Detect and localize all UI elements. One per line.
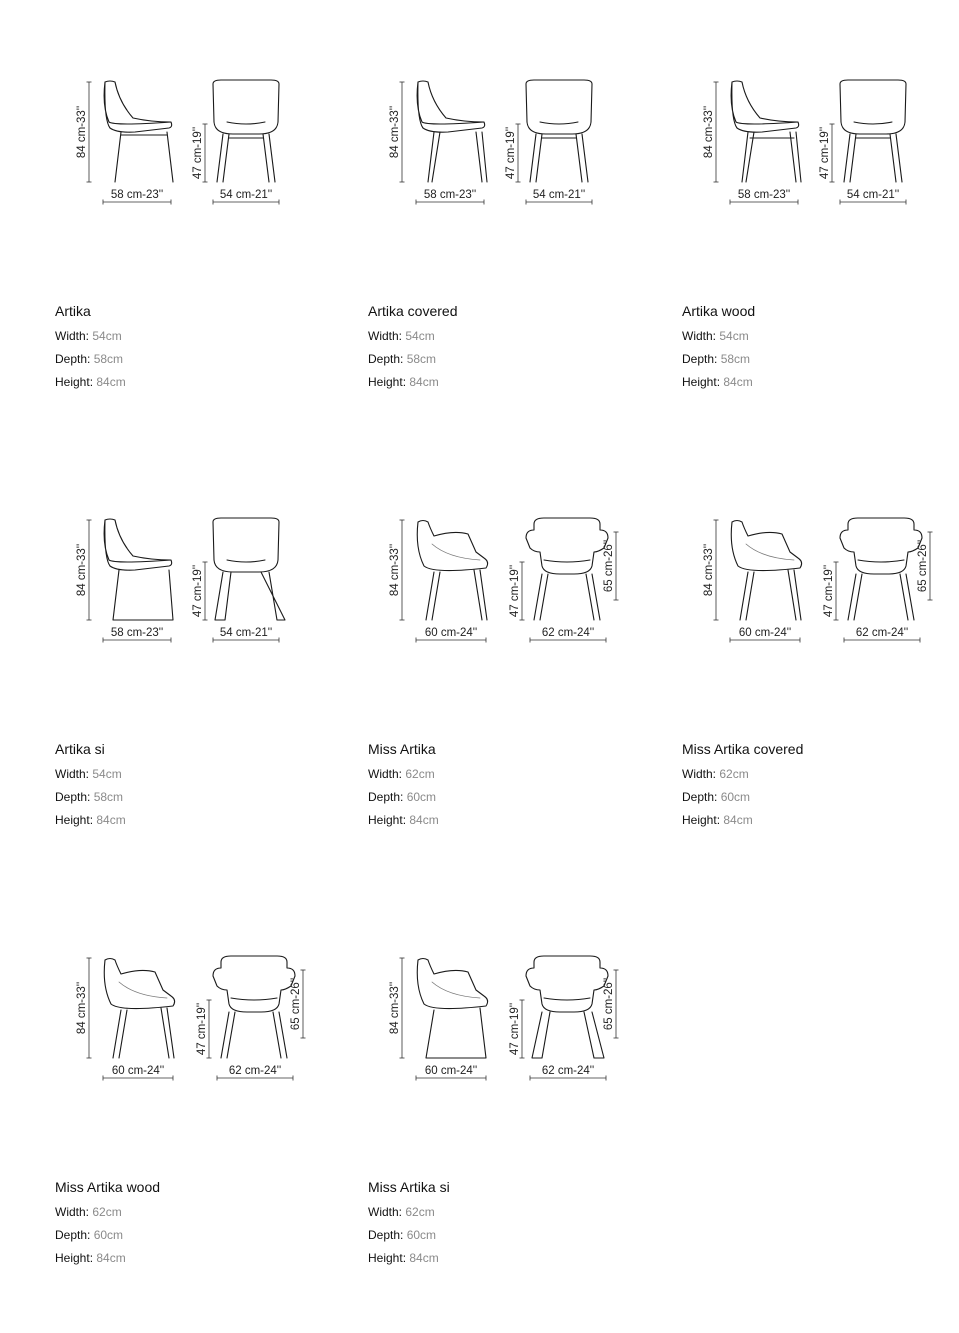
width-dimension-label: 62 cm-24'' xyxy=(855,627,909,639)
seat-line xyxy=(854,122,892,124)
spec-value: 54cm xyxy=(92,329,122,343)
sled-base xyxy=(532,1012,604,1058)
depth-dimension xyxy=(730,627,800,643)
front-view xyxy=(213,80,279,182)
spec-row xyxy=(368,790,439,804)
spec-value: 84cm xyxy=(409,813,439,827)
seat-height-dimension xyxy=(819,124,835,182)
back-shell xyxy=(526,518,608,574)
armrest-height-dimension xyxy=(917,532,933,600)
seat-height-dimension-label: 47 cm-19'' xyxy=(509,1002,521,1056)
legs xyxy=(426,570,487,620)
front-view xyxy=(526,80,592,182)
spec-row xyxy=(682,375,755,389)
height-dimension xyxy=(703,520,719,620)
sled-base xyxy=(113,570,173,620)
seat-line xyxy=(544,560,590,562)
spec-value: 54cm xyxy=(92,767,122,781)
legs xyxy=(534,574,600,620)
product-card xyxy=(368,448,668,848)
sled-base xyxy=(426,1008,486,1058)
spec-value: 62cm xyxy=(92,1205,122,1219)
spec-value: 58cm xyxy=(406,352,437,366)
width-dimension xyxy=(844,627,920,643)
spec-row xyxy=(55,813,126,827)
product-name: Artika si xyxy=(55,741,105,757)
spec-row xyxy=(368,1228,450,1242)
depth-dimension-label: 60 cm-24'' xyxy=(424,1065,478,1077)
legs xyxy=(530,134,588,182)
seat-height-dimension-label: 47 cm-19'' xyxy=(192,564,204,618)
spec-label: Width: xyxy=(368,1205,406,1219)
spec-value: 84cm xyxy=(96,1251,126,1265)
height-dimension-label: 84 cm-33'' xyxy=(389,105,401,159)
height-dimension-label: 84 cm-33'' xyxy=(703,105,715,159)
spec-value: 60cm xyxy=(406,790,437,804)
depth-dimension xyxy=(103,189,171,205)
seat-line xyxy=(227,122,265,124)
spec-row xyxy=(55,767,126,781)
back-shell xyxy=(213,518,279,572)
spec-value: 58cm xyxy=(93,352,124,366)
spec-label: Height: xyxy=(682,375,724,389)
depth-dimension xyxy=(103,627,171,643)
height-dimension xyxy=(76,82,92,182)
spec-label: Depth: xyxy=(55,352,94,366)
height-dimension xyxy=(76,958,92,1058)
height-dimension xyxy=(703,82,719,182)
product-name: Miss Artika si xyxy=(368,1179,450,1195)
sled-base xyxy=(215,572,285,620)
seat-height-dimension xyxy=(192,124,208,182)
armrest-line xyxy=(432,982,480,998)
product-card xyxy=(55,886,355,1286)
spec-value: 58cm xyxy=(720,352,751,366)
seat-height-dimension xyxy=(196,1000,212,1058)
spec-row xyxy=(368,767,439,781)
depth-dimension xyxy=(103,1065,173,1081)
spec-row xyxy=(368,375,457,389)
seat-height-dimension xyxy=(505,124,521,182)
width-dimension xyxy=(217,1065,293,1081)
dimension-drawing xyxy=(368,886,668,1086)
product-name: Miss Artika covered xyxy=(682,741,804,757)
spec-value: 84cm xyxy=(96,813,126,827)
spec-value: 54cm xyxy=(405,329,435,343)
armrest-height-dimension xyxy=(603,532,619,600)
back-shell xyxy=(213,956,295,1012)
product-card xyxy=(368,10,668,410)
spec-label: Depth: xyxy=(368,352,407,366)
depth-dimension xyxy=(730,189,798,205)
spec-label: Width: xyxy=(682,767,720,781)
spec-label: Width: xyxy=(368,767,406,781)
seat-shell xyxy=(104,81,172,132)
spec-label: Height: xyxy=(55,1251,97,1265)
spec-row xyxy=(55,375,126,389)
product-info xyxy=(368,741,439,836)
legs xyxy=(113,1008,174,1058)
side-view xyxy=(104,81,173,182)
seat-shell xyxy=(104,519,172,570)
width-dimension-label: 62 cm-24'' xyxy=(541,1065,595,1077)
wood-legs xyxy=(742,132,801,182)
seat-height-dimension xyxy=(509,1000,525,1058)
product-name: Miss Artika xyxy=(368,741,436,757)
spec-row xyxy=(682,767,803,781)
height-dimension xyxy=(389,958,405,1058)
width-dimension-label: 54 cm-21'' xyxy=(219,627,273,639)
product-card xyxy=(682,448,959,848)
seat-height-dimension-label: 47 cm-19'' xyxy=(505,126,517,180)
spec-label: Height: xyxy=(55,375,97,389)
side-view xyxy=(104,959,174,1059)
spec-value: 84cm xyxy=(723,375,753,389)
spec-label: Depth: xyxy=(368,790,407,804)
width-dimension-label: 62 cm-24'' xyxy=(541,627,595,639)
height-dimension-label: 84 cm-33'' xyxy=(389,981,401,1035)
spec-value: 54cm xyxy=(719,329,749,343)
spec-label: Depth: xyxy=(682,352,721,366)
product-info xyxy=(55,741,126,836)
side-view xyxy=(417,521,487,621)
spec-label: Height: xyxy=(368,1251,410,1265)
depth-dimension-label: 58 cm-23'' xyxy=(737,189,791,201)
armrest-height-dimension-label: 65 cm-26'' xyxy=(917,539,929,593)
seat-line xyxy=(231,998,277,1000)
seat-shell xyxy=(731,521,801,571)
front-view xyxy=(213,956,295,1058)
spec-row xyxy=(682,790,803,804)
spec-row xyxy=(55,352,126,366)
product-info xyxy=(55,1179,160,1274)
height-dimension-label: 84 cm-33'' xyxy=(76,105,88,159)
spec-label: Width: xyxy=(55,329,93,343)
spec-row xyxy=(682,352,755,366)
spec-label: Width: xyxy=(368,329,406,343)
legs xyxy=(221,1012,287,1058)
spec-label: Height: xyxy=(368,813,410,827)
spec-value: 84cm xyxy=(409,375,439,389)
side-view xyxy=(104,519,173,620)
back-shell xyxy=(526,956,608,1012)
front-view xyxy=(840,518,922,620)
width-dimension xyxy=(213,627,279,643)
width-dimension xyxy=(213,189,279,205)
armrest-height-dimension xyxy=(603,970,619,1038)
spec-row xyxy=(55,1205,160,1219)
spec-value: 84cm xyxy=(409,1251,439,1265)
spec-row xyxy=(368,1205,450,1219)
height-dimension-label: 84 cm-33'' xyxy=(389,543,401,597)
spec-label: Height: xyxy=(55,813,97,827)
depth-dimension-label: 58 cm-23'' xyxy=(110,627,164,639)
depth-dimension-label: 58 cm-23'' xyxy=(423,189,477,201)
spec-row xyxy=(368,352,457,366)
spec-label: Depth: xyxy=(368,1228,407,1242)
spec-value: 62cm xyxy=(405,767,435,781)
spec-label: Depth: xyxy=(682,790,721,804)
product-name: Artika wood xyxy=(682,303,756,319)
seat-line xyxy=(227,560,265,562)
seat-shell xyxy=(417,521,487,571)
side-view xyxy=(417,81,487,182)
depth-dimension-label: 60 cm-24'' xyxy=(111,1065,165,1077)
product-card xyxy=(682,10,959,410)
chair-drawing-svg xyxy=(368,886,668,1086)
seat-height-dimension-label: 47 cm-19'' xyxy=(192,126,204,180)
depth-dimension xyxy=(416,627,486,643)
spec-value: 84cm xyxy=(96,375,126,389)
armrest-line xyxy=(432,544,480,560)
spec-row xyxy=(368,1251,450,1265)
height-dimension-label: 84 cm-33'' xyxy=(703,543,715,597)
front-view xyxy=(213,518,285,620)
height-dimension xyxy=(389,82,405,182)
spec-label: Height: xyxy=(368,375,410,389)
height-dimension-label: 84 cm-33'' xyxy=(76,981,88,1035)
spec-row xyxy=(55,329,126,343)
height-dimension xyxy=(389,520,405,620)
spec-row xyxy=(368,813,439,827)
product-info xyxy=(682,303,755,398)
seat-shell xyxy=(731,81,799,132)
front-view xyxy=(526,518,608,620)
height-dimension xyxy=(76,520,92,620)
seat-height-dimension-label: 47 cm-19'' xyxy=(819,126,831,180)
seat-height-dimension xyxy=(192,562,208,620)
spec-label: Depth: xyxy=(55,1228,94,1242)
product-card xyxy=(55,448,355,848)
side-view xyxy=(731,81,801,182)
legs xyxy=(740,570,801,620)
product-info xyxy=(682,741,803,836)
width-dimension-label: 62 cm-24'' xyxy=(228,1065,282,1077)
depth-dimension xyxy=(416,189,484,205)
dimension-drawing xyxy=(55,448,355,648)
spec-label: Width: xyxy=(55,767,93,781)
back-shell xyxy=(526,80,592,134)
width-dimension-label: 54 cm-21'' xyxy=(219,189,273,201)
product-name: Artika xyxy=(55,303,91,319)
armrest-height-dimension-label: 65 cm-26'' xyxy=(603,977,615,1031)
depth-dimension xyxy=(416,1065,486,1081)
back-shell xyxy=(840,518,922,574)
width-dimension xyxy=(840,189,906,205)
chair-drawing-svg xyxy=(55,448,355,648)
armrest-height-dimension-label: 65 cm-26'' xyxy=(603,539,615,593)
depth-dimension-label: 60 cm-24'' xyxy=(738,627,792,639)
spec-row xyxy=(368,329,457,343)
spec-value: 60cm xyxy=(720,790,751,804)
legs xyxy=(848,574,914,620)
spec-value: 60cm xyxy=(406,1228,437,1242)
front-view xyxy=(526,956,608,1058)
spec-value: 84cm xyxy=(723,813,753,827)
product-info xyxy=(368,303,457,398)
chair-drawing-svg xyxy=(55,10,355,210)
width-dimension-label: 54 cm-21'' xyxy=(532,189,586,201)
width-dimension-label: 54 cm-21'' xyxy=(846,189,900,201)
chair-drawing-svg xyxy=(368,10,668,210)
armrest-line xyxy=(119,982,167,998)
product-info xyxy=(55,303,126,398)
armrest-height-dimension-label: 65 cm-26'' xyxy=(290,977,302,1031)
spec-label: Width: xyxy=(55,1205,93,1219)
depth-dimension-label: 60 cm-24'' xyxy=(424,627,478,639)
back-shell xyxy=(840,80,906,134)
spec-row xyxy=(682,813,803,827)
chair-drawing-svg xyxy=(368,448,668,648)
chair-drawing-svg xyxy=(55,886,355,1086)
seat-shell xyxy=(104,959,174,1009)
width-dimension xyxy=(526,189,592,205)
spec-label: Width: xyxy=(682,329,720,343)
side-view xyxy=(417,959,487,1059)
dimension-drawing xyxy=(368,448,668,648)
wood-legs xyxy=(428,132,487,182)
spec-row xyxy=(55,1228,160,1242)
spec-row xyxy=(55,1251,160,1265)
front-view xyxy=(840,80,906,182)
spec-row xyxy=(682,329,755,343)
product-info xyxy=(368,1179,450,1274)
spec-label: Height: xyxy=(682,813,724,827)
seat-shell xyxy=(417,81,485,132)
spec-value: 62cm xyxy=(405,1205,435,1219)
dimension-drawing xyxy=(682,448,959,648)
chair-drawing-svg xyxy=(682,10,959,210)
spec-value: 58cm xyxy=(93,790,124,804)
seat-height-dimension xyxy=(823,562,839,620)
back-shell xyxy=(213,80,279,134)
side-view xyxy=(731,521,801,621)
spec-row xyxy=(55,790,126,804)
seat-height-dimension-label: 47 cm-19'' xyxy=(196,1002,208,1056)
seat-line xyxy=(858,560,904,562)
dimension-drawing xyxy=(368,10,668,210)
seat-height-dimension-label: 47 cm-19'' xyxy=(509,564,521,618)
spec-label: Depth: xyxy=(55,790,94,804)
product-card xyxy=(368,886,668,1286)
width-dimension xyxy=(530,1065,606,1081)
metal-legs xyxy=(115,132,173,182)
dimension-drawing xyxy=(55,886,355,1086)
armrest-height-dimension xyxy=(290,970,306,1038)
seat-line xyxy=(544,998,590,1000)
spec-value: 62cm xyxy=(719,767,749,781)
legs xyxy=(217,134,275,182)
seat-shell xyxy=(417,959,487,1009)
spec-value: 60cm xyxy=(93,1228,124,1242)
width-dimension xyxy=(530,627,606,643)
seat-height-dimension xyxy=(509,562,525,620)
dimension-drawing xyxy=(55,10,355,210)
legs xyxy=(844,134,902,182)
product-name: Miss Artika wood xyxy=(55,1179,161,1195)
depth-dimension-label: 58 cm-23'' xyxy=(110,189,164,201)
dimension-drawing xyxy=(682,10,959,210)
height-dimension-label: 84 cm-33'' xyxy=(76,543,88,597)
seat-line xyxy=(540,122,578,124)
product-card xyxy=(55,10,355,410)
seat-height-dimension-label: 47 cm-19'' xyxy=(823,564,835,618)
armrest-line xyxy=(746,544,794,560)
product-name: Artika covered xyxy=(368,303,458,319)
chair-drawing-svg xyxy=(682,448,959,648)
